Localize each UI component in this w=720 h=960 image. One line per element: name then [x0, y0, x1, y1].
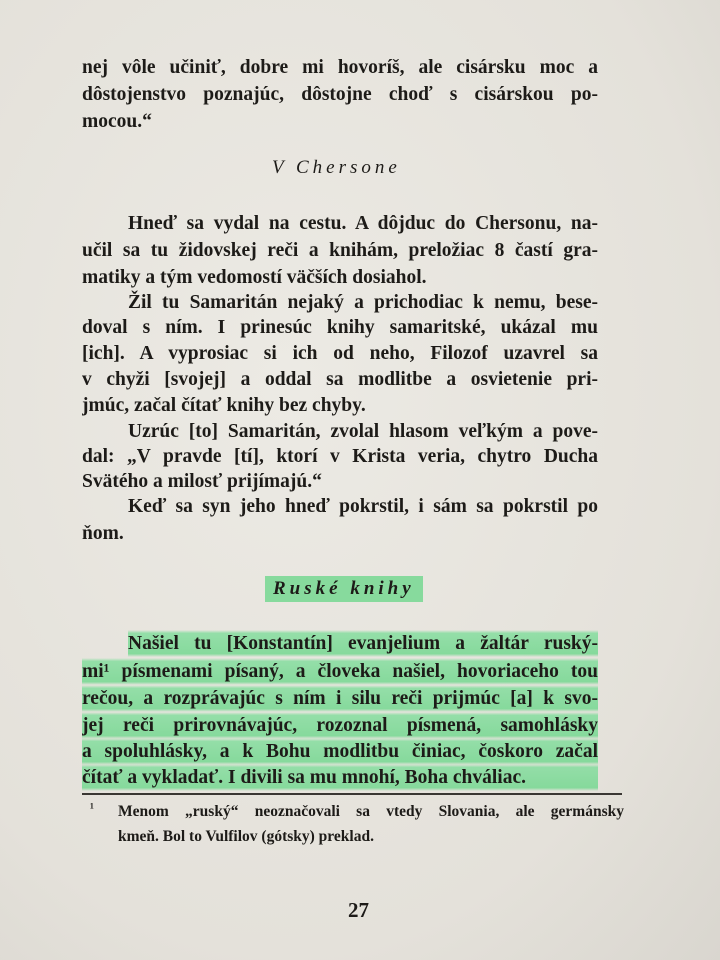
text-line: Svätého a milosť prijímajú.“	[82, 471, 322, 492]
text-line: dal: „V pravde [tí], ktorí v Krista veria, chytro Ducha	[82, 446, 598, 467]
footnote-line: kmeň. Bol to Vulfilov (gótsky) preklad.	[118, 828, 374, 845]
footnote-line: Menom „ruský“ neoznačovali sa vtedy Slovania, ale germánsky	[118, 803, 624, 820]
highlighted-text-line: Našiel tu [Konstantín] evanjelium a žaltár ruský-	[128, 630, 598, 657]
text-line: ňom.	[82, 523, 124, 544]
text-line: v chyži [svojej] a oddal sa modlitbe a osvietenie pri-	[82, 369, 598, 390]
footnote-mark: ¹	[90, 800, 94, 815]
highlighted-text-line: a spoluhlásky, a k Bohu modlitbu činiac, čoskoro začal	[82, 738, 598, 765]
text-line: jmúc, začal čítať knihy bez chyby.	[82, 395, 366, 416]
text-line: Uzrúc [to] Samaritán, zvolal hlasom veľkým a pove-	[128, 421, 598, 442]
page-number: 27	[348, 898, 369, 922]
highlighted-text-line: jej reči prirovnávajúc, rozoznal písmená, samohlásky	[82, 712, 598, 739]
highlighted-text-line: rečou, a rozprávajúc s ním i silu reči prijmúc [a] k svo-	[82, 685, 598, 712]
text-line: Žil tu Samaritán nejaký a prichodiac k nemu, bese-	[128, 292, 598, 313]
text-line: [ich]. A vyprosiac si ich od neho, Filozof uzavrel sa	[82, 343, 598, 364]
text-line: nej vôle učiniť, dobre mi hovoríš, ale cisársku moc a	[82, 57, 598, 78]
text-line: dôstojenstvo poznajúc, dôstojne choď s cisárskou po-	[82, 84, 598, 105]
text-line: mocou.“	[82, 111, 152, 132]
text-line: učil sa tu židovskej reči a knihám, preložiac 8 častí gra-	[82, 240, 598, 261]
highlighted-text-line: mi¹ písmenami písaný, a človeka našiel, hovoriaceho tou	[82, 658, 598, 685]
text-line: Hneď sa vydal na cestu. A dôjduc do Chersonu, na-	[128, 213, 598, 234]
section-heading: V Chersone	[272, 157, 401, 178]
section-heading-highlighted: Ruské knihy	[265, 576, 423, 602]
text-line: matiky a tým vedomostí väčších dosiahol.	[82, 267, 427, 288]
text-line: doval s ním. I prinesúc knihy samaritské, ukázal mu	[82, 317, 598, 338]
footnote-divider	[82, 793, 622, 795]
highlighted-text-line: čítať a vykladať. I divili sa mu mnohí, Boha chváliac.	[82, 764, 598, 791]
text-line: Keď sa syn jeho hneď pokrstil, i sám sa pokrstil po	[128, 496, 598, 517]
